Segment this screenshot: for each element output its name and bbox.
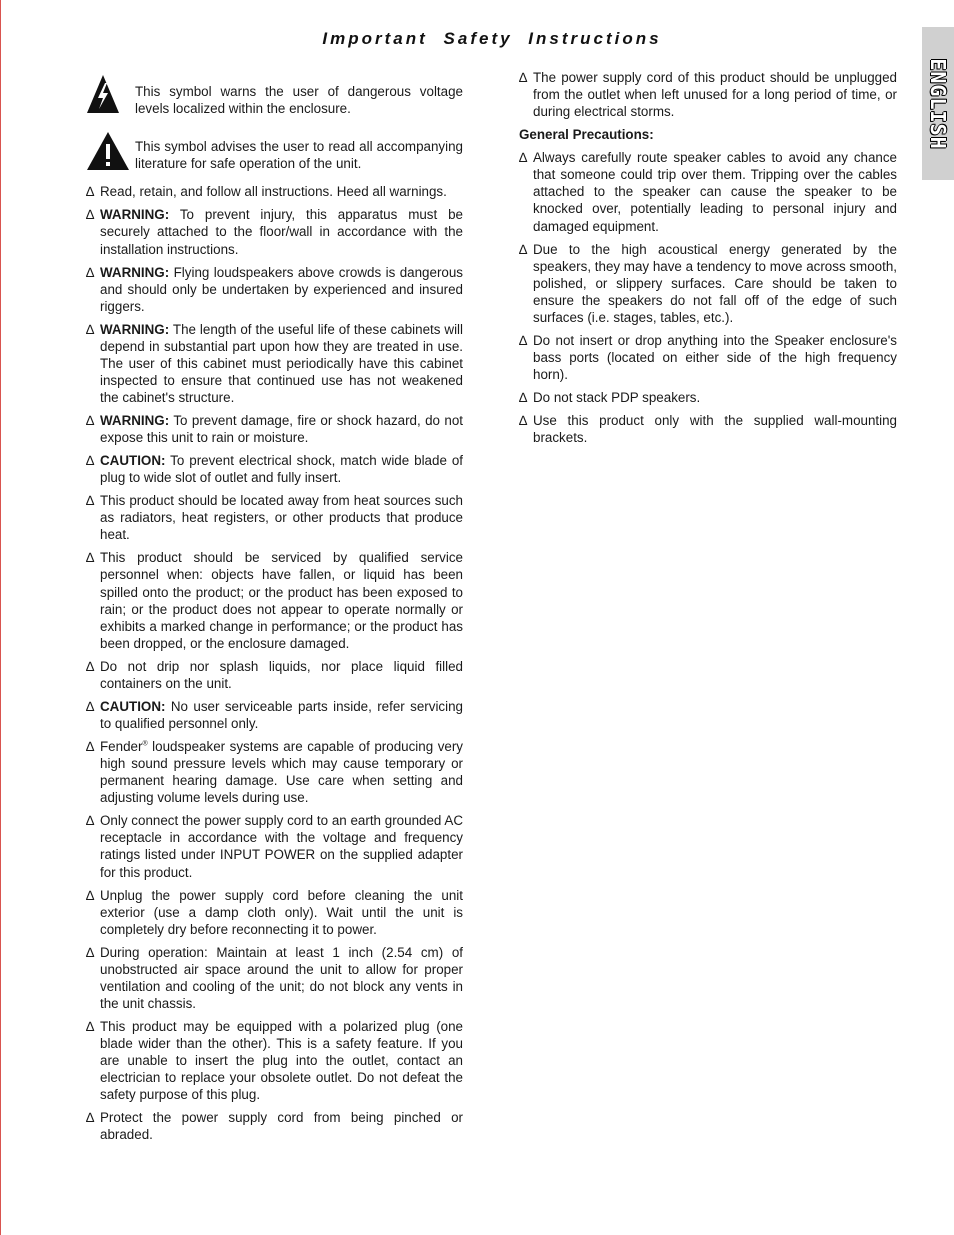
delta-bullet-icon: ∆ [86, 184, 95, 200]
instruction-text: Do not stack PDP speakers. [533, 390, 701, 406]
instruction-text: Protect the power supply cord from being pinched or abraded. [100, 1110, 463, 1143]
delta-bullet-icon: ∆ [519, 413, 528, 429]
instruction-label: WARNING: [100, 264, 170, 280]
page-title: Important Safety Instructions [322, 29, 662, 48]
delta-bullet-icon: ∆ [86, 321, 95, 337]
instruction-text: Only connect the power supply cord to an earth grounded AC receptacle in accordance with the voltage and frequency ratings listed under INPUT POWER on the supplied adapter for this product. [100, 813, 463, 880]
voltage-warning-symbol-row [86, 83, 463, 117]
instruction-item [519, 412, 897, 446]
instruction-item [86, 658, 463, 692]
instruction-label: CAUTION: [100, 698, 166, 714]
instruction-text-rest: loudspeaker systems are capable of producing very high sound pressure levels which may cause temporary or permanent hearing damage. Use care when setting and adjusting volume levels during use. [100, 739, 463, 806]
instruction-text: To prevent damage, fire or shock hazard, do not expose this unit to rain or moisture. [100, 413, 464, 446]
instruction-item [519, 149, 897, 234]
delta-bullet-icon: ∆ [86, 550, 95, 566]
language-tab-label: ENGLISH [926, 57, 950, 150]
instruction-item [519, 241, 897, 326]
instruction-text: During operation: Maintain at least 1 inch (2.54 cm) of unobstructed air space around the unit to allow for proper ventilation and cooling of the unit; do not block any vents in the unit chassis. [100, 944, 463, 1011]
page-edge-rule [0, 0, 1, 1235]
instruction-item [86, 698, 463, 732]
instruction-text: This product should be located away from heat sources such as radiators, heat registers, or other products that produce heat. [100, 493, 463, 543]
left-column [86, 83, 463, 1149]
instruction-text: Always carefully route speaker cables to avoid any chance that someone could trip over them. Tripping over the cables attached to the speaker can cause the speaker to be knocked over, potentially leading to personal injury and damaged equipment. [533, 150, 897, 234]
instruction-item [86, 492, 463, 543]
instruction-item [86, 887, 463, 938]
instruction-text: Use this product only with the supplied wall-mounting brackets. [533, 413, 897, 446]
instruction-item [86, 944, 463, 1012]
exclamation-triangle-icon [86, 131, 130, 171]
delta-bullet-icon: ∆ [86, 698, 95, 714]
left-instruction-list [86, 183, 463, 1143]
instruction-item [519, 389, 897, 406]
registered-mark: ® [142, 740, 148, 748]
instruction-text: Due to the high acoustical energy generated by the speakers, they may have a tendency to move across smooth, polished, or slippery surfaces. Care should be taken to ensure the speakers do not fall off of the edge of such surfaces (i.e. stages, tables, etc.). [533, 241, 897, 325]
instruction-text: This product should be serviced by qualified service personnel when: objects have fallen, or liquid has been spilled onto the product; or the product has been exposed to rain; or the product does not appear to operate normally or exhibits a marked change in performance; or the product has been dropped, or the enclosure damaged. [100, 550, 463, 651]
instruction-text: Unplug the power supply cord before cleaning the unit exterior (use a damp cloth only). Wait until the unit is completely dry before reconnecting it to power. [100, 887, 463, 937]
delta-bullet-icon: ∆ [86, 453, 95, 469]
instruction-text: To prevent injury, this apparatus must be securely attached to the floor/wall in accordance with the installation instructions. [100, 207, 463, 257]
instruction-item [86, 321, 463, 406]
delta-bullet-icon: ∆ [86, 207, 95, 223]
instruction-label: CAUTION: [100, 453, 166, 469]
instruction-item [86, 264, 463, 315]
instruction-text: Flying loudspeakers above crowds is dangerous and should only be undertaken by experienced and insured riggers. [100, 264, 463, 314]
delta-bullet-icon: ∆ [86, 1110, 95, 1126]
instruction-text: This product may be equipped with a polarized plug (one blade wider than the other). This is a safety feature. If you are unable to insert the plug into the outlet, contact an electrician to replace your obsolete outlet. Do not defeat the safety purpose of this plug. [100, 1018, 463, 1103]
instruction-item [86, 1018, 463, 1103]
delta-bullet-icon: ∆ [519, 332, 528, 348]
instruction-label: WARNING: [100, 413, 170, 429]
instruction-item [519, 69, 897, 120]
voltage-warning-text: This symbol warns the user of dangerous voltage levels localized within the enclosure. [135, 84, 463, 117]
instruction-text: Do not drip nor splash liquids, nor place liquid filled containers on the unit. [100, 658, 463, 691]
instruction-text: The power supply cord of this product should be unplugged from the outlet when left unused for a long period of time, or during electrical storms. [533, 70, 897, 120]
instruction-label: WARNING: [100, 321, 170, 337]
delta-bullet-icon: ∆ [86, 413, 95, 429]
instruction-text: Fender [100, 739, 143, 754]
general-precautions-heading: General Precautions: [519, 127, 654, 143]
instruction-item [86, 183, 463, 200]
instruction-text: The length of the useful life of these cabinets will depend in substantial part upon how they are treated in use. The user of this cabinet must periodically have this cabinet inspected to ensure that continued use has not weakened the cabinet's structure. [100, 321, 464, 406]
delta-bullet-icon: ∆ [519, 390, 528, 406]
delta-bullet-icon: ∆ [86, 944, 95, 960]
instruction-item [86, 1109, 463, 1143]
delta-bullet-icon: ∆ [86, 264, 95, 280]
instruction-item [86, 412, 463, 446]
instruction-item [519, 332, 897, 383]
instruction-item [86, 206, 463, 257]
instruction-item [86, 452, 463, 486]
delta-bullet-icon: ∆ [86, 813, 95, 829]
lightning-triangle-icon [86, 74, 120, 114]
instruction-item [86, 812, 463, 880]
delta-bullet-icon: ∆ [86, 887, 95, 903]
right-column [519, 69, 897, 452]
delta-bullet-icon: ∆ [86, 739, 95, 754]
instruction-item [86, 549, 463, 652]
instruction-text: Read, retain, and follow all instructions. Heed all warnings. [100, 184, 447, 200]
instruction-label: WARNING: [100, 207, 170, 223]
instruction-text: To prevent electrical shock, match wide blade of plug to wide slot of outlet and fully insert. [100, 453, 463, 486]
delta-bullet-icon: ∆ [86, 493, 95, 509]
general-precautions-list [519, 149, 897, 446]
instruction-item [86, 738, 463, 806]
instruction-text: Do not insert or drop anything into the Speaker enclosure's bass ports (located on either side of the high frequency horn). [533, 332, 897, 383]
read-literature-text: This symbol advises the user to read all accompanying literature for safe operation of the unit. [135, 139, 463, 172]
read-literature-symbol-row [86, 138, 463, 172]
instruction-text: No user serviceable parts inside, refer servicing to qualified personnel only. [100, 698, 463, 732]
delta-bullet-icon: ∆ [86, 1018, 95, 1034]
delta-bullet-icon: ∆ [86, 658, 95, 674]
delta-bullet-icon: ∆ [519, 241, 528, 257]
language-tab [922, 27, 954, 180]
delta-bullet-icon: ∆ [519, 70, 528, 85]
delta-bullet-icon: ∆ [519, 150, 528, 166]
right-instruction-list-top [519, 69, 897, 120]
